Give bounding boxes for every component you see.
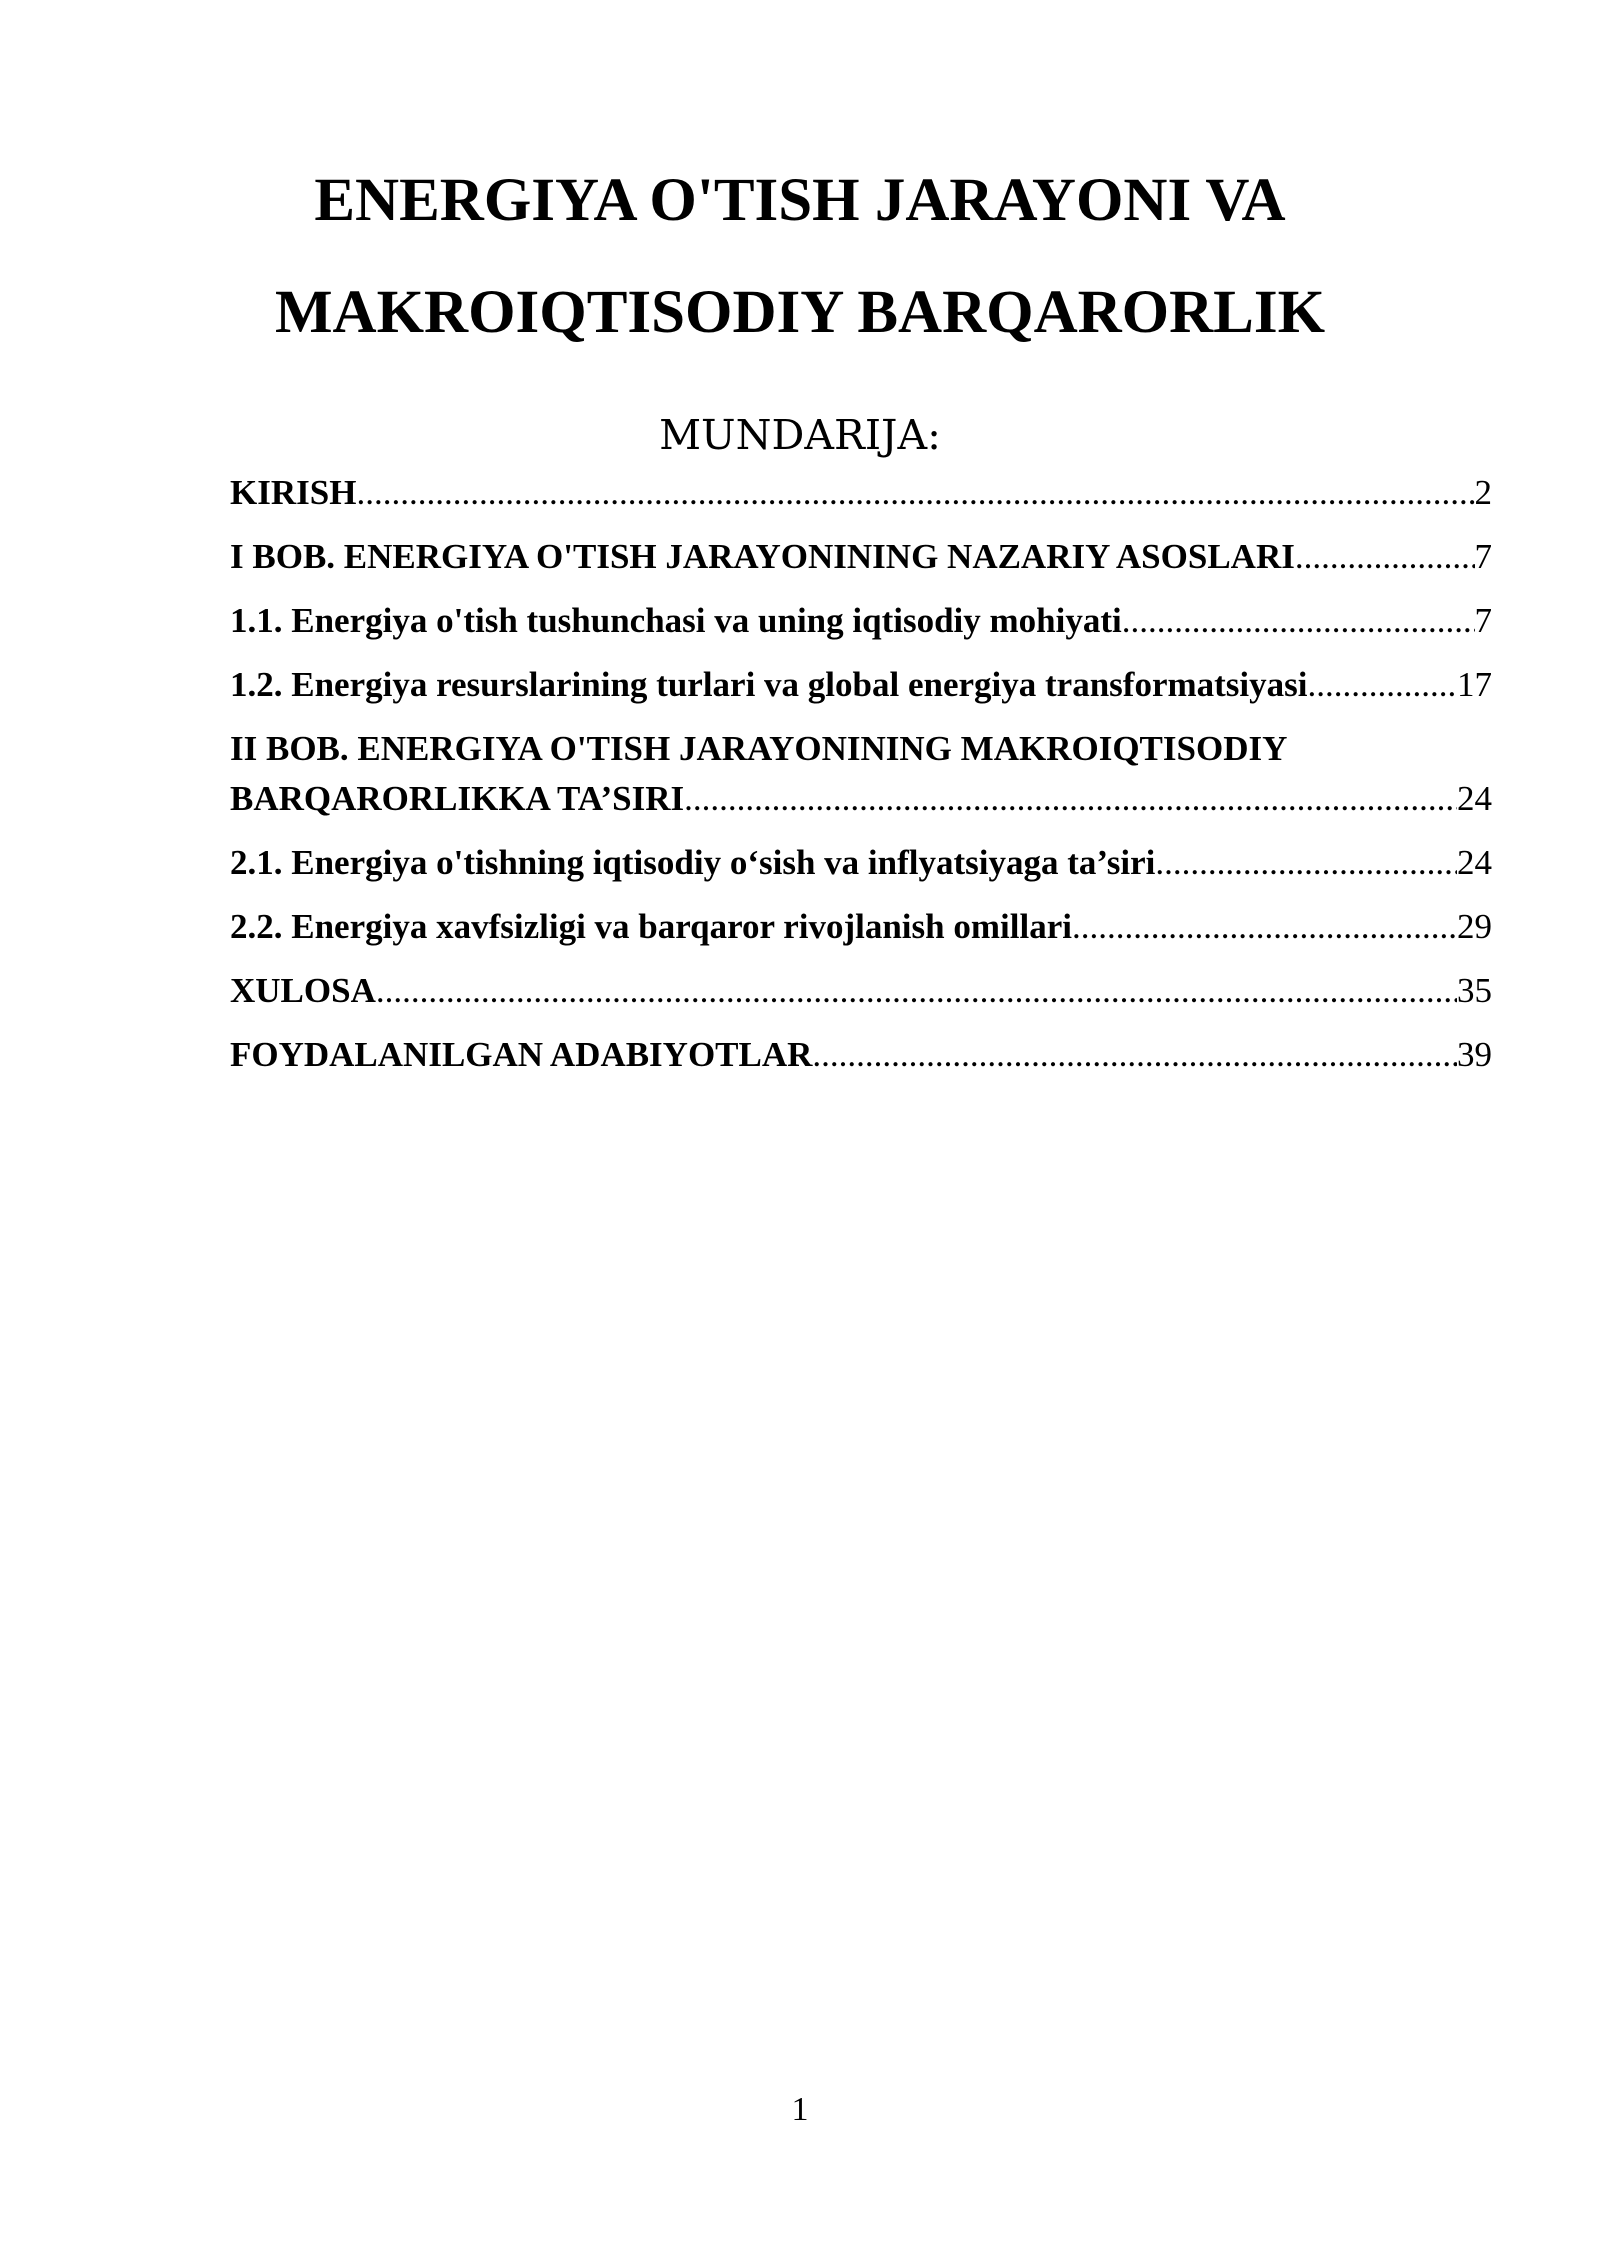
toc-entry-page: 24 [1457, 779, 1492, 818]
toc-entry-chapter-1[interactable] [230, 532, 1492, 582]
dot-leader [1295, 532, 1475, 582]
toc-entry-chapter-2[interactable] [230, 724, 1492, 824]
toc-entry-page: 24 [1457, 843, 1492, 882]
toc-entry-label: 2.1. Energiya o'tishning iqtisodiy o‘sish va inflyatsiyaga ta’siri [230, 843, 1156, 882]
table-of-contents [230, 468, 1492, 1094]
toc-entry-second-line [230, 774, 1492, 824]
toc-entry-page: 7 [1474, 601, 1492, 640]
toc-entry-label: XULOSA [230, 971, 376, 1010]
dot-leader [1307, 660, 1457, 710]
toc-entry-label-line-2: BARQARORLIKKA TA’SIRI [230, 779, 685, 818]
dot-leader [1072, 902, 1457, 952]
dot-leader [812, 1030, 1457, 1080]
toc-entry-label: 2.2. Energiya xavfsizligi va barqaror rivojlanish omillari [230, 907, 1072, 946]
page-number: 1 [791, 2091, 809, 2128]
toc-entry-label: 1.1. Energiya o'tish tushunchasi va uning iqtisodiy mohiyati [230, 601, 1122, 640]
toc-entry-references[interactable] [230, 1030, 1492, 1080]
document-title [0, 145, 1600, 369]
toc-entry-page: 39 [1457, 1035, 1492, 1074]
toc-entry-page: 7 [1474, 537, 1492, 576]
toc-entry-label: 1.2. Energiya resurslarining turlari va global energiya transformatsiyasi [230, 665, 1308, 704]
toc-entry-label: KIRISH [230, 473, 357, 512]
toc-entry-page: 35 [1457, 971, 1492, 1010]
toc-entry-label-line-1: II BOB. ENERGIYA O'TISH JARAYONINING MAKROIQTISODIY [230, 729, 1288, 768]
title-line-2: MAKROIQTISODIY BARQARORLIK [274, 279, 1326, 346]
title-line-1: ENERGIYA O'TISH JARAYONI VA [314, 167, 1286, 234]
toc-entry-page: 29 [1457, 907, 1492, 946]
toc-entry-label: FOYDALANILGAN ADABIYOTLAR [230, 1035, 813, 1074]
dot-leader [1155, 838, 1457, 888]
toc-entry-section-2-1[interactable] [230, 838, 1492, 888]
toc-entry-page: 2 [1474, 473, 1492, 512]
toc-entry-section-1-2[interactable] [230, 660, 1492, 710]
dot-leader [356, 468, 1474, 518]
dot-leader [1122, 596, 1475, 646]
dot-leader [684, 774, 1457, 824]
toc-heading: MUNDARIJA: [659, 411, 941, 459]
toc-entry-section-1-1[interactable] [230, 596, 1492, 646]
toc-entry-xulosa[interactable] [230, 966, 1492, 1016]
toc-entry-section-2-2[interactable] [230, 902, 1492, 952]
dot-leader [376, 966, 1457, 1016]
toc-entry-kirish[interactable] [230, 468, 1492, 518]
toc-entry-page: 17 [1457, 665, 1492, 704]
toc-entry-label: I BOB. ENERGIYA O'TISH JARAYONINING NAZARIY ASOSLARI [230, 537, 1295, 576]
